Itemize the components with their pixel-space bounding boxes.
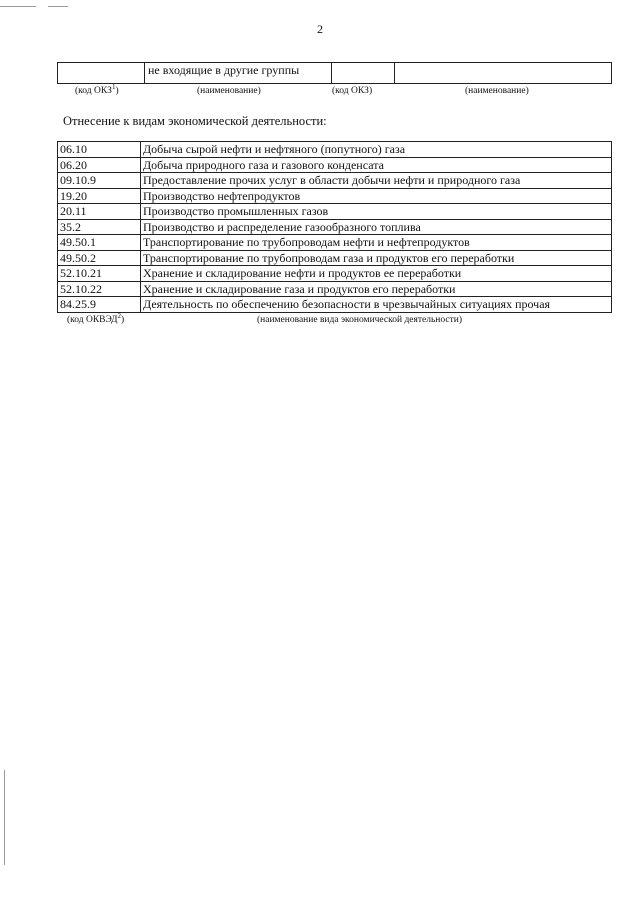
okved-name-cell: Добыча природного газа и газового конденсата xyxy=(141,157,612,173)
okved-code-cell: 49.50.1 xyxy=(58,235,141,251)
scan-mark xyxy=(0,6,36,7)
okved-name-cell: Транспортирование по трубопроводам нефти и нефтепродуктов xyxy=(141,235,612,251)
okved-row xyxy=(58,297,612,313)
okz-name2-cell xyxy=(395,63,612,84)
okved-row xyxy=(58,266,612,282)
okved-row xyxy=(58,188,612,204)
okved-row xyxy=(58,173,612,189)
okz-name2-caption: (наименование) xyxy=(465,86,529,96)
okved-code-cell: 52.10.22 xyxy=(58,281,141,297)
okz-code2-cell xyxy=(332,63,395,84)
okved-name-caption: (наименование вида экономической деятельности) xyxy=(257,315,462,325)
okved-code-cell: 06.20 xyxy=(58,157,141,173)
okved-code-caption: (код ОКВЭД$^2$) xyxy=(67,311,125,325)
okz-code2-caption: (код ОКЗ) xyxy=(332,86,373,96)
okved-code-cell: 19.20 xyxy=(58,188,141,204)
okz-row xyxy=(58,63,612,84)
okved-row xyxy=(58,157,612,173)
okved-name-cell: Деятельность по обеспечению безопасности в чрезвычайных ситуациях прочая xyxy=(141,297,612,313)
okved-row xyxy=(58,250,612,266)
okved-captions xyxy=(57,311,612,329)
okved-code-cell: 49.50.2 xyxy=(58,250,141,266)
okved-row xyxy=(58,204,612,220)
okved-table xyxy=(57,141,612,313)
okved-name-cell: Предоставление прочих услуг в области добычи нефти и природного газа xyxy=(141,173,612,189)
okved-name-cell: Добыча сырой нефти и нефтяного (попутного) газа xyxy=(141,142,612,158)
okved-name-cell: Хранение и складирование газа и продуктов его переработки xyxy=(141,281,612,297)
okved-code-cell: 35.2 xyxy=(58,219,141,235)
okved-name-cell: Хранение и складирование нефти и продуктов ее переработки xyxy=(141,266,612,282)
okved-name-cell: Производство и распределение газообразного топлива xyxy=(141,219,612,235)
okved-name-cell: Транспортирование по трубопроводам газа и продуктов его переработки xyxy=(141,250,612,266)
page-number: 2 xyxy=(317,22,323,36)
okz-name-cell: не входящие в другие группы xyxy=(145,63,332,84)
okved-name-cell: Производство нефтепродуктов xyxy=(141,188,612,204)
okved-code-cell: 84.25.9 xyxy=(58,297,141,313)
okved-row xyxy=(58,142,612,158)
okz-code-cell xyxy=(58,63,145,84)
okz-code-caption: (код ОКЗ$^1$) xyxy=(75,82,119,96)
okz-captions xyxy=(57,82,612,100)
okz-table xyxy=(57,62,612,84)
okved-row xyxy=(58,235,612,251)
okved-name-cell: Производство промышленных газов xyxy=(141,204,612,220)
okved-code-cell: 06.10 xyxy=(58,142,141,158)
scan-mark xyxy=(4,770,5,865)
scan-mark xyxy=(48,6,68,7)
okved-code-cell: 20.11 xyxy=(58,204,141,220)
okz-name-caption: (наименование) xyxy=(197,86,261,96)
section-title: Отнесение к видам экономической деятельности: xyxy=(63,114,327,128)
okved-row xyxy=(58,219,612,235)
okved-code-cell: 52.10.21 xyxy=(58,266,141,282)
okved-code-cell: 09.10.9 xyxy=(58,173,141,189)
okved-row xyxy=(58,281,612,297)
